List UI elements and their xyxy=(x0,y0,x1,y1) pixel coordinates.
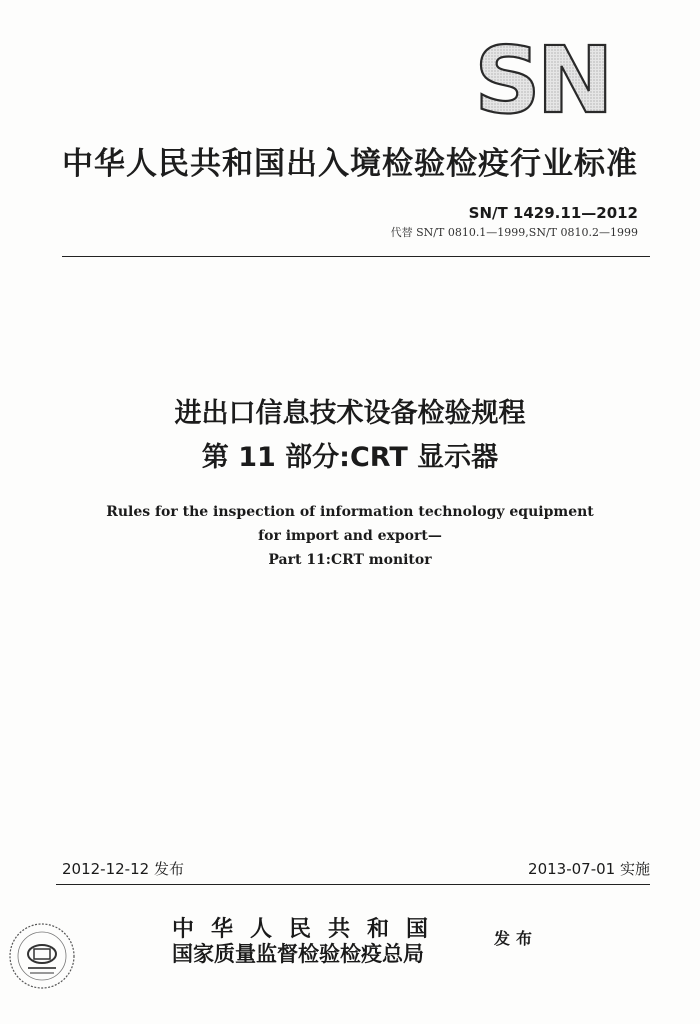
title-cn-line-1: 进出口信息技术设备检验规程 xyxy=(174,398,526,429)
title-chinese xyxy=(0,392,700,480)
publisher-country: 中华人民共和国 xyxy=(172,916,446,942)
title-en-line-3: Part 11:CRT monitor xyxy=(268,552,432,568)
standard-number: SN/T 1429.11—2012 xyxy=(468,204,638,222)
issue-date: 2012-12-12 发布 xyxy=(62,860,184,878)
publisher-agency: 国家质量监督检验检疫总局 xyxy=(172,941,424,966)
bottom-divider xyxy=(56,884,650,885)
sn-logo-text: SN xyxy=(474,40,610,120)
publisher-issued: 发布 xyxy=(494,929,539,948)
top-divider xyxy=(62,256,650,257)
stamp-icon xyxy=(6,920,78,992)
org-title: 中华人民共和国出入境检验检疫行业标准 xyxy=(62,146,638,182)
title-en-line-1: Rules for the inspection of information technology equipment xyxy=(106,504,594,520)
sn-logo xyxy=(470,40,615,120)
title-en-line-2: for import and export— xyxy=(258,528,442,544)
implementation-date: 2013-07-01 实施 xyxy=(528,860,650,878)
standard-replaces: 代替 SN/T 0810.1—1999,SN/T 0810.2—1999 xyxy=(390,226,638,239)
title-english xyxy=(0,500,700,572)
title-cn-line-2: 第 11 部分:CRT 显示器 xyxy=(201,442,499,473)
